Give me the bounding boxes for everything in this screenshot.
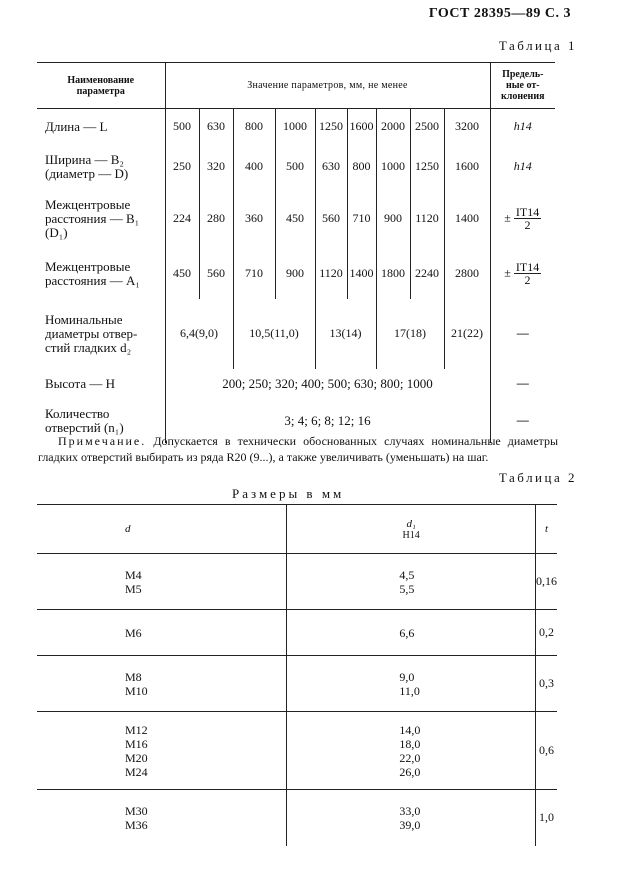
row-height: [37, 369, 555, 399]
deviation: ± $\frac{IT14}{2}$: [490, 189, 555, 249]
cell: 560: [199, 249, 233, 299]
cell: 710: [233, 249, 275, 299]
table2-head: [37, 505, 557, 554]
cell: 2240: [410, 249, 444, 299]
cell: 450: [275, 189, 315, 249]
d1-cell: 4,5 5,5: [287, 554, 536, 610]
d-cell: M8 M10: [37, 656, 287, 712]
cell: 10,5(11,0): [233, 299, 315, 369]
parameters-table: [37, 62, 555, 443]
row-name: Длина — L: [37, 109, 165, 145]
table2-group: [37, 656, 557, 712]
cell: 21(22): [451, 326, 483, 340]
cell: 500: [165, 109, 199, 145]
head-t: t: [536, 505, 558, 554]
d1-cell: 14,0 18,0 22,0 26,0: [287, 712, 536, 790]
d1-cell: 9,0 11,0: [287, 656, 536, 712]
deviation: ± $\frac{IT14}{2}$: [490, 249, 555, 299]
row-name: Высота — H: [37, 369, 165, 399]
cell: 1600: [347, 109, 376, 145]
cell: 1400: [347, 249, 376, 299]
cell: 360: [233, 189, 275, 249]
cell: 2800: [455, 266, 479, 280]
row-name: Номинальные диаметры отвер- стий гладких d₂: [37, 299, 165, 369]
head-d: d: [37, 505, 287, 554]
cell: 224: [165, 189, 199, 249]
cell: 17(18): [376, 299, 444, 369]
cell: 900: [376, 189, 410, 249]
row-width: [37, 145, 555, 189]
d-cell: M6: [37, 610, 287, 656]
row-center-b: [37, 189, 555, 249]
row-holes: [37, 299, 555, 369]
head-name: Наименование параметра: [37, 63, 165, 109]
row-name: Ширина — B₂ (диаметр — D): [37, 145, 165, 189]
row-center-a: [37, 249, 555, 299]
d-cell: M30 M36: [125, 803, 148, 832]
cell: 3200: [455, 119, 479, 134]
t-cell: 0,16: [536, 554, 558, 610]
cell: 450: [165, 249, 199, 299]
deviation: h14: [490, 109, 555, 145]
cell: 1600: [455, 159, 479, 173]
cell: 630: [315, 145, 347, 189]
deviation: —: [490, 369, 555, 399]
table2-group: [37, 610, 557, 656]
cell: 1400: [455, 211, 479, 225]
cell: 1250: [410, 145, 444, 189]
head-d1: d₁ H14: [287, 505, 536, 554]
table2-group: [37, 790, 557, 846]
d1-cell: 6,6: [287, 610, 536, 656]
dimensions-table: [37, 504, 557, 846]
cell: 560: [315, 189, 347, 249]
cell: 3; 4; 6; 8; 12; 16: [284, 412, 371, 428]
cell: 710: [347, 189, 376, 249]
cell: 500: [275, 145, 315, 189]
t-cell: 0,2: [536, 610, 558, 656]
cell: 800: [347, 145, 376, 189]
head-values: Значение параметров, мм, не менее: [165, 63, 490, 109]
d-cell: M12 M16 M20 M24: [37, 712, 287, 790]
cell: 900: [275, 249, 315, 299]
cell: 1000: [275, 109, 315, 145]
cell: 200; 250; 320; 400; 500; 630; 800; 1000: [222, 375, 433, 391]
t-cell: 0,3: [536, 656, 558, 712]
note-label: Примечание.: [58, 434, 147, 448]
cell: 320: [199, 145, 233, 189]
d1-cell: 33,0 39,0: [287, 790, 536, 846]
cell: 280: [199, 189, 233, 249]
cell: 250: [165, 145, 199, 189]
table2-caption: Таблица 2: [498, 470, 577, 485]
cell: 1120: [315, 249, 347, 299]
t-cell: 1,0: [539, 810, 554, 825]
cell: 1250: [315, 109, 347, 145]
note-paragraph: [38, 433, 558, 465]
cell: 1120: [410, 189, 444, 249]
t-cell: 0,6: [536, 712, 558, 790]
cell: 1000: [376, 145, 410, 189]
table1-caption: Таблица 1: [498, 38, 577, 53]
d-cell: M4 M5: [37, 554, 287, 610]
cell: 1800: [376, 249, 410, 299]
table2-group: [37, 712, 557, 790]
cell: 13(14): [315, 299, 376, 369]
row-name: Межцентровые расстояния — B₁ (D₁): [37, 189, 165, 249]
table2-subtitle: Размеры в мм: [232, 486, 345, 501]
cell: 6,4(9,0): [165, 299, 233, 369]
cell: 2500: [410, 109, 444, 145]
row-name: Количество отверстий (n₁): [37, 399, 165, 443]
cell: 630: [199, 109, 233, 145]
table2-group: [37, 554, 557, 610]
deviation: h14: [490, 145, 555, 189]
cell: 2000: [376, 109, 410, 145]
deviation: —: [490, 399, 555, 443]
deviation: —: [490, 299, 555, 369]
cell: 800: [233, 109, 275, 145]
cell: 400: [233, 145, 275, 189]
row-length: [37, 109, 555, 145]
page-header: ГОСТ 28395—89 С. 3: [428, 6, 571, 21]
head-deviation: Предель-ные от-клонения: [490, 63, 555, 109]
note-text: Допускается в технически обоснованных случаях номинальные диаметры гладких отверстий выбирать из ряда R20 (9...), а также увеличивать (уменьшать) на шаг.: [38, 434, 559, 464]
row-name: Межцентровые расстояния — A₁: [37, 249, 165, 299]
